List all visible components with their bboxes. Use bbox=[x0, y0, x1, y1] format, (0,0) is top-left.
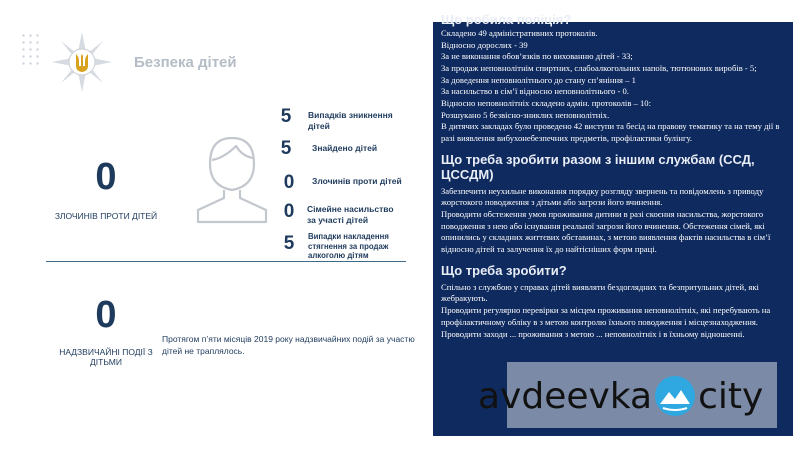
stat-alcohol-sales-count: 5 bbox=[283, 233, 295, 254]
police-line: За насильство в сім’ї відносно неповнолітнього - 0. bbox=[441, 86, 629, 97]
police-line: За продаж неповнолітнім спиртних, слабоалкогольних напоїв, тютюнових виробів - 5; bbox=[441, 63, 757, 73]
police-line: За не виконання обов’язків по вихованню дітей - 33; bbox=[441, 51, 633, 62]
emergencies-count: 0 bbox=[95, 294, 117, 336]
services-paragraph: Забезпечити неухильне виконання порядку розгляду звернень та повідомлень з приводу жорстокого поводження з дітьми або загрози його вчинення. bbox=[441, 185, 764, 208]
todo-paragraph: Проводити регулярно перевірки за місцем проживання неповнолітніх, які перебувають на профілактичному обліку в з метою контролю їхнього поводження і місцезнаходження. bbox=[441, 305, 771, 327]
stat-alcohol-sales-label: Випадки накладення стягнення за продаж алкоголю дітям bbox=[308, 232, 389, 261]
panel-heading-todo: Що треба зробити? bbox=[441, 262, 567, 278]
stat-found-count: 5 bbox=[280, 138, 292, 159]
stat-crimes-label: Злочинів проти дітей bbox=[312, 176, 402, 186]
panel-heading-services: Що треба зробити разом з іншим службам (ССД, ЦССДМ) bbox=[441, 151, 755, 182]
watermark-left-text: avdeevka bbox=[478, 375, 653, 417]
police-line: Розшукано 5 безвісно-зниклих неповнолітніх. bbox=[441, 109, 610, 120]
police-line: В дитячих закладах було проведено 42 виступи та бесід на правову тематику та на тему дії в разі виявлення вибухонебезпечних предметів, профілактики булінгу. bbox=[441, 121, 780, 144]
watermark-right-text: city bbox=[698, 375, 764, 417]
mountain-circle-logo-icon bbox=[654, 375, 696, 417]
stat-crimes-count: 0 bbox=[283, 172, 295, 193]
police-line: Складено 49 адміністративних протоколів. bbox=[441, 27, 598, 38]
police-line: Відносно дорослих - 39 bbox=[441, 39, 528, 50]
stat-missing-label: Випадків зникнення дітей bbox=[308, 110, 393, 131]
child-avatar-icon bbox=[190, 128, 274, 224]
stat-family-violence-label: Сімейне насильство за участі дітей bbox=[307, 204, 394, 225]
emergencies-label: НАДЗВИЧАЙНІ ПОДІЇ З ДІТЬМИ bbox=[59, 347, 153, 368]
police-emblem-icon bbox=[50, 30, 114, 94]
decorative-dot-grid bbox=[20, 32, 42, 66]
police-line: Відносно неповнолітніх складено адмін. протоколів – 10: bbox=[441, 98, 651, 109]
crimes-label: ЗЛОЧИНІВ ПРОТИ ДІТЕЙ bbox=[54, 211, 158, 221]
page-title: Безпека дітей bbox=[134, 54, 237, 71]
emergencies-note: Протягом п’яти місяців 2019 року надзвичайних подій за участю дітей не траплялось. bbox=[162, 334, 415, 356]
police-line: За доведення неповнолітнього до стану сп’яніння – 1 bbox=[441, 74, 636, 85]
todo-paragraph: Спільно з службою у справах дітей виявляти бездоглядних та безпритульних дітей, які жебракують. bbox=[441, 281, 759, 304]
stat-found-label: Знайдено дітей bbox=[312, 143, 378, 153]
stat-family-violence-count: 0 bbox=[283, 201, 295, 222]
watermark bbox=[478, 371, 763, 421]
section-divider bbox=[46, 261, 406, 262]
crimes-count: 0 bbox=[95, 156, 117, 198]
services-paragraph: Проводити обстеження умов проживання дитини в разі скоєння насильства, жорстокого поводження з нею або існування реальної загрози його вчинення. Обстеження сімей, які опинились у складних життєвих обставинах, з метою виявлення фактів насильства в сім’ї відносно дітей та залучення їх до найтісніших форм праці. bbox=[441, 209, 771, 255]
stat-missing-count: 5 bbox=[280, 106, 292, 127]
panel-heading-police: Що робила поліція? bbox=[441, 12, 572, 27]
todo-paragraph: Проводити заходи ... проживання з метою ... неповнолітніх і в їхньому відношенні. bbox=[441, 328, 745, 339]
